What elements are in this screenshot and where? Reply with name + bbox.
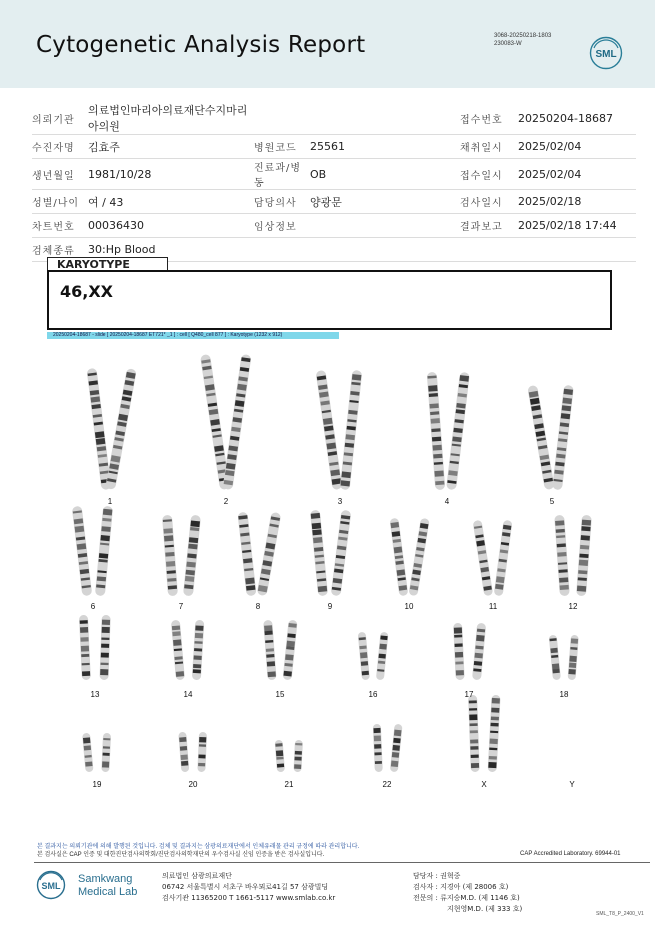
karyotype-label: KARYOTYPE [47,257,168,270]
signer-specialist-2: 지현영M.D. (제 333 호) [447,905,523,913]
chromosome-label: 14 [183,690,193,699]
info-label: 성별/나이 [32,190,88,214]
signer-manager: 담당자 : 권혁중 [413,872,461,880]
chromosome-pair-1 [86,368,136,490]
chromosome-pair-13 [79,615,111,680]
karyogram-caption: 20250204-18687 - slide [ 20250204-18687 ET721* _1 ] : cell [ Q480_cell 877 ] : Karyotype (1232 x 912) [47,332,339,339]
info-value: 20250204-18687 [518,102,636,135]
lab-name-line1: Samkwang [78,873,133,885]
chromosome-pair-18 [549,635,579,681]
footer-note-1: 본 결과지는 의뢰기관에 의해 발행된 것입니다. 검체 및 결과지는 삼광의료재단에서 인체유래물 관리 규정에 따라 관리합니다. [37,844,360,850]
chromosome-pair-16 [358,632,389,681]
chromosome-pair-15 [263,620,297,681]
info-label: 임상정보 [254,214,310,238]
chromosome-pair-19 [82,733,111,773]
footer-note-2: 본 검사실은 CAP 인증 및 대한진단검사의학회/진단검사의학재단의 우수검사실 신임 인증을 받은 검사실입니다. [37,852,325,858]
karyotype-result-box [47,270,612,330]
info-empty [254,102,310,135]
info-value: 양광문 [310,190,460,214]
info-value: 2025/02/18 [518,190,636,214]
info-value: 2025/02/04 [518,135,636,159]
karyogram-image [0,340,655,800]
info-label: 채취일시 [460,135,518,159]
report-title: Cytogenetic Analysis Report [36,32,366,58]
info-row [32,102,636,135]
chromosome-pair-22 [373,724,403,773]
chromosome-label: 22 [382,780,392,789]
chromosome-label: 1 [107,497,113,506]
chromosome-pair-21 [275,740,303,773]
report-header [0,0,655,88]
chromosome-label: Y [569,780,575,789]
info-empty [518,238,636,262]
chromosome-label: 12 [568,602,578,611]
samkwang-logo-icon [36,870,66,900]
chromosome-label: 15 [275,690,285,699]
info-value: 김효주 [88,135,254,159]
info-row [32,135,636,159]
cap-accreditation: CAP Accredited Laboratory. 69944-01 [520,851,621,857]
chromosome-pair-8 [237,512,281,597]
chromosome-pair-6 [72,506,113,597]
signer-specialist-1: 전문의 : 류지승M.D. (제 1146 호) [413,894,520,902]
specimen-code [494,32,551,48]
chromosome-label: 19 [92,780,102,789]
form-code: SML_T8_P_2400_V1 [596,911,644,917]
chromosome-pair-10 [389,518,429,597]
lab-address: 06742 서울특별시 서초구 바우뫼로41길 57 삼광빌딩 [162,883,329,891]
lab-contact: 검사기관 11365200 T 1661-5117 www.smlab.co.kr [162,894,336,902]
info-value: 여 / 43 [88,190,254,214]
chromosome-label: 9 [327,602,333,611]
chromosome-label: 17 [464,690,474,699]
specimen-code-line1: 3068-20250218-1803 [494,33,552,39]
info-value: 1981/10/28 [88,159,254,190]
info-value: 의료법인마리아의료재단수지마리아의원 [88,102,254,135]
info-value: 2025/02/04 [518,159,636,190]
info-row [32,159,636,190]
chromosome-pair-9 [310,510,352,597]
lab-name [78,873,137,899]
chromosome-label: 8 [255,602,261,611]
chromosome-label: 16 [368,690,378,699]
chromosome-pair-12 [554,515,592,597]
chromosome-pair-11 [473,520,513,597]
lab-address-block [162,871,335,904]
chromosome-pair-20 [178,732,207,773]
info-label: 의뢰기관 [32,102,88,135]
samkwang-logo-text: SML [41,881,61,891]
info-label: 결과보고 [460,214,518,238]
chromosome-label: 2 [223,497,229,506]
chromosome-label: 20 [188,780,198,789]
info-label: 담당의사 [254,190,310,214]
signer-tester: 검사자 : 지경아 (제 28006 호) [413,883,509,891]
info-label: 접수번호 [460,102,518,135]
info-empty [254,238,310,262]
specimen-code-line2: 230083-W [494,41,522,47]
chromosome-label: 7 [178,602,184,611]
chromosome-pair-4 [427,372,470,490]
sml-logo-icon [589,36,623,70]
info-value: 00036430 [88,214,254,238]
chromosome-label: 13 [90,690,100,699]
lab-org: 의료법인 삼광의료재단 [162,872,232,880]
info-value: 30:Hp Blood [88,238,254,262]
info-label: 차트번호 [32,214,88,238]
info-label: 수진자명 [32,135,88,159]
chromosome-pair-3 [315,370,362,490]
footer-divider [34,862,650,863]
info-empty [310,238,460,262]
chromosome-label: 18 [559,690,569,699]
info-value: 25561 [310,135,460,159]
info-label: 병원코드 [254,135,310,159]
info-empty [460,238,518,262]
info-label: 검체종류 [32,238,88,262]
info-label: 진료과/병동 [254,159,310,190]
chromosome-label: 21 [284,780,294,789]
chromosome-pair-14 [171,620,205,681]
chromosome-pair-5 [527,385,574,490]
karyotype-value: 46,XX [60,282,114,301]
sml-logo-text: SML [595,49,617,60]
info-value: 2025/02/18 17:44 [518,214,636,238]
signers-block [413,871,522,915]
chromosome-label: 5 [549,497,555,506]
chromosome-label: 3 [337,497,343,506]
info-label: 생년월일 [32,159,88,190]
chromosome-label: 6 [90,602,96,611]
info-row [32,214,636,238]
chromosome-pair-17 [453,623,486,681]
karyogram-chromosomes [0,340,655,800]
info-empty [310,102,460,135]
info-value: OB [310,159,460,190]
chromosome-label: 11 [488,602,498,611]
chromosome-pair-7 [162,515,201,597]
chromosome-label: X [481,780,487,789]
info-row [32,190,636,214]
lab-name-line2: Medical Lab [78,886,138,898]
chromosome-pair-X [468,695,501,772]
patient-info-table [32,102,636,262]
info-value [310,214,460,238]
info-label: 접수일시 [460,159,518,190]
chromosome-label: 4 [444,497,450,506]
chromosome-label: 10 [404,602,414,611]
info-label: 검사일시 [460,190,518,214]
chromosome-pair-2 [200,354,252,490]
